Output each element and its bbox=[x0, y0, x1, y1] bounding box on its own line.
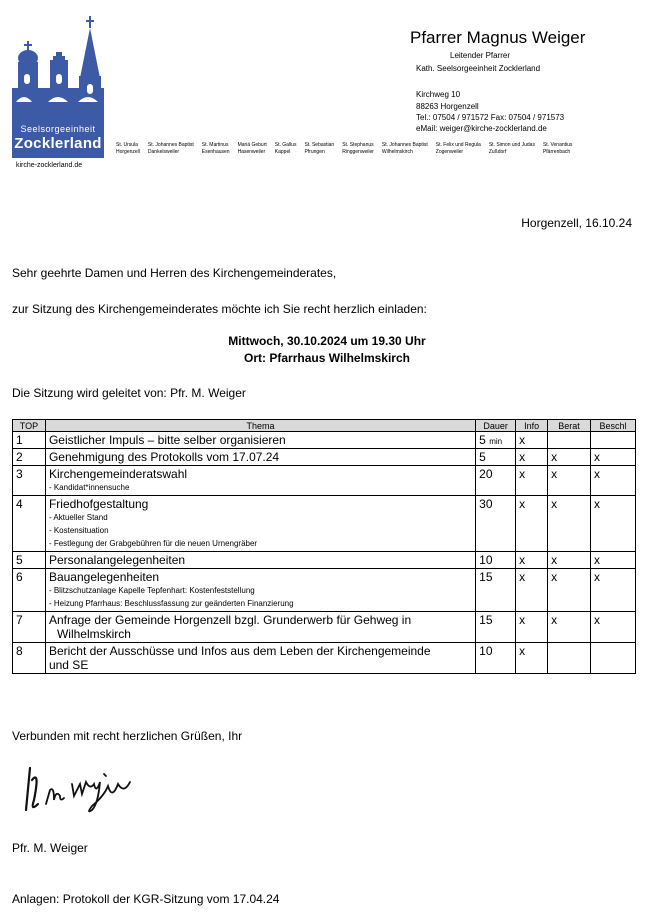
sender-street: Kirchweg 10 bbox=[416, 90, 461, 99]
col-top: TOP bbox=[13, 420, 46, 432]
logo-band bbox=[12, 118, 104, 158]
parish-item: St. Venantius Pfärrenbach bbox=[542, 142, 573, 155]
parish-item: St. Sebastian Pfrungen bbox=[304, 142, 335, 155]
signature bbox=[20, 760, 150, 825]
attachments: Anlagen: Protokoll der KGR-Sitzung vom 17.04.24 bbox=[12, 892, 280, 906]
closing: Verbunden mit recht herzlichen Grüßen, Ihr bbox=[12, 729, 243, 743]
parish-item: St. Gallus Kappel bbox=[274, 142, 297, 155]
sender-unit: Kath. Seelsorgeeinheit Zocklerland bbox=[416, 64, 541, 73]
logo-line1: Seelsorgeeinheit bbox=[20, 124, 96, 134]
sender-phone: Tel.: 07504 / 971572 Fax: 07504 / 971573 bbox=[416, 113, 565, 122]
parish-item: St. Stephanus Ringgenweiler bbox=[342, 142, 374, 155]
invitation-text: zur Sitzung des Kirchengemeinderates möchte ich Sie recht herzlich einladen: bbox=[12, 302, 427, 316]
col-berat: Berat bbox=[548, 420, 591, 432]
parish-item: Mariä Geburt Hasenweiler bbox=[237, 142, 267, 155]
led-by: Die Sitzung wird geleitet von: Pfr. M. Weiger bbox=[12, 386, 246, 400]
salutation: Sehr geehrte Damen und Herren des Kirchengemeinderates, bbox=[12, 266, 337, 280]
signature-icon bbox=[20, 760, 150, 820]
table-row: 5 Personalangelegenheiten 10 x x x bbox=[13, 552, 636, 569]
parish-item: St. Ursula Horgenzell bbox=[116, 142, 140, 155]
table-row: 8 Bericht der Ausschüsse und Infos aus dem Leben der Kirchengemeinde und SE 10 x bbox=[13, 643, 636, 674]
table-row: 6 Bauangelegenheiten - Blitzschutzanlage Kapelle Tepfenhart: Kostenfeststellung - Heizung Pfarrhaus: Beschlussfassung zur geänderten Finanzierung 15 x x x bbox=[13, 569, 636, 612]
table-row: 3 Kirchengemeinderatswahl - Kandidat*innensuche 20 x x x bbox=[13, 466, 636, 496]
website: kirche-zocklerland.de bbox=[16, 162, 83, 169]
parish-item: St. Johannes Baptist Dankelsweiler bbox=[147, 142, 194, 155]
col-info: Info bbox=[516, 420, 548, 432]
parish-item: St. Johannes Baptist Wilhelmskirch bbox=[381, 142, 428, 155]
col-beschl: Beschl bbox=[591, 420, 636, 432]
col-thema: Thema bbox=[45, 420, 475, 432]
agenda-header-row bbox=[13, 420, 636, 432]
col-dauer: Dauer bbox=[476, 420, 516, 432]
parish-item: St. Felix und Regula Zogenweiler bbox=[435, 142, 481, 155]
sender-email: eMail: weiger@kirche-zocklerland.de bbox=[416, 124, 547, 133]
date-line: Horgenzell, 16.10.24 bbox=[521, 216, 632, 230]
signature-name: Pfr. M. Weiger bbox=[12, 841, 88, 855]
parish-item: St. Martinus Esenhausen bbox=[201, 142, 230, 155]
logo-line2: Zocklerland bbox=[14, 135, 102, 152]
parish-list bbox=[116, 142, 626, 155]
sender-city: 88263 Horgenzell bbox=[416, 102, 479, 111]
table-row: 1 Geistlicher Impuls – bitte selber organisieren 5 min x bbox=[13, 432, 636, 449]
table-row: 7 Anfrage der Gemeinde Horgenzell bzgl. Grunderwerb für Gehweg in Wilhelmskirch 15 x x x bbox=[13, 612, 636, 643]
parish-item: St. Simon und Judas Zußdorf bbox=[488, 142, 535, 155]
sender-role: Leitender Pfarrer bbox=[450, 51, 511, 60]
meeting-date: Mittwoch, 30.10.2024 um 19.30 Uhr bbox=[228, 334, 426, 348]
table-row: 4 Friedhofgestaltung - Aktueller Stand - Kostensituation - Festlegung der Grabgebühren für die neuen Urnengräber 30 x x x bbox=[13, 496, 636, 552]
agenda-table bbox=[12, 419, 636, 674]
table-row: 2 Genehmigung des Protokolls vom 17.07.24 5 x x x bbox=[13, 449, 636, 466]
church-logo-icon bbox=[12, 16, 104, 118]
sender-name: Pfarrer Magnus Weiger bbox=[410, 28, 586, 47]
meeting-location: Ort: Pfarrhaus Wilhelmskirch bbox=[244, 351, 410, 365]
